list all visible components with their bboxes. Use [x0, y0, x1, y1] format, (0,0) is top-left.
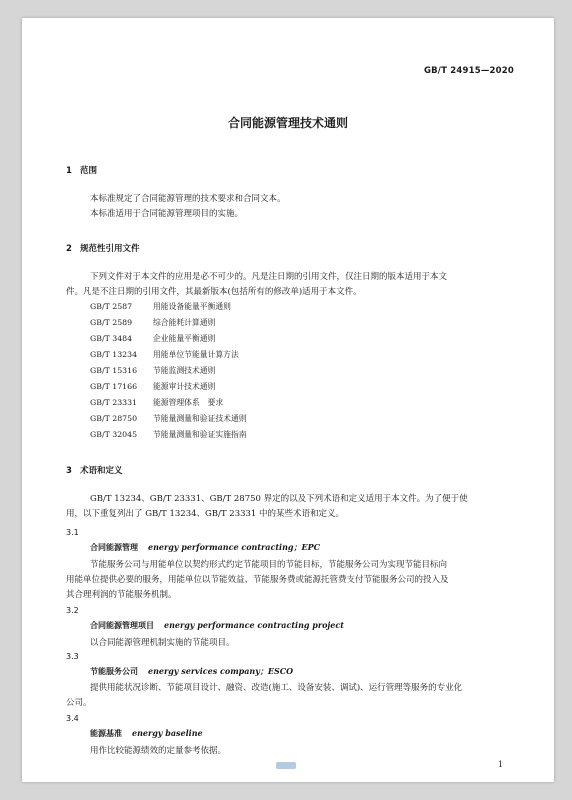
term-definition-line: 用能单位提供必要的服务，用能单位以节能效益、节能服务费或能源托管费支付节能服务公司的投入及: [66, 575, 449, 585]
scan-mark: [276, 762, 296, 769]
standard-code: GB/T 24915—2020: [423, 66, 514, 76]
section-3-line-2: 用，以下重复列出了 GB/T 13234、GB/T 23331 中的某些术语和定义。: [66, 509, 345, 519]
section-1-line-2: 本标准适用于合同能源管理项目的实施。: [90, 209, 244, 219]
term-heading: [90, 542, 320, 553]
ref-item: [90, 365, 215, 376]
section-2-title: 规范性引用文件: [80, 244, 140, 254]
section-3-line-1: GB/T 13234、GB/T 23331、GB/T 28750 界定的以及下列术语和定义适用于本文件。为了便于使: [90, 494, 468, 504]
term-en: energy baseline: [132, 728, 203, 738]
term-en: energy performance contracting project: [164, 620, 344, 630]
ref-code: GB/T 13234: [90, 350, 138, 359]
term-heading: [90, 620, 344, 631]
document-title: 合同能源管理技术通则: [227, 116, 348, 130]
term-heading: [90, 666, 293, 677]
ref-code: GB/T 32045: [90, 430, 138, 439]
clause-number: 3.2: [66, 606, 79, 615]
section-3-title: 术语和定义: [80, 466, 123, 476]
term-definition-line: 其合理利润的节能服务机制。: [66, 590, 177, 600]
ref-code: GB/T 28750: [90, 414, 138, 423]
ref-code: GB/T 17166: [90, 382, 138, 391]
section-3-heading: [66, 464, 123, 476]
ref-code: GB/T 2589: [90, 318, 133, 327]
section-1-number: 1: [66, 166, 72, 176]
term-en: energy services company；ESCO: [148, 666, 294, 676]
term-definition-line: 公司。: [66, 698, 92, 708]
page-number: 1: [498, 760, 504, 769]
section-2-heading: [66, 242, 140, 254]
ref-code: GB/T 2587: [90, 302, 133, 311]
ref-code: GB/T 23331: [90, 398, 138, 407]
section-2-line-1: 下列文件对于本文件的应用是必不可少的。凡是注日期的引用文件，仅注日期的版本适用于本文: [90, 272, 448, 282]
ref-code: GB/T 3484: [90, 334, 133, 343]
term-definition-line: 以合同能源管理机制实施的节能项目。: [90, 638, 235, 648]
ref-name: 用能设备能量平衡通则: [153, 302, 231, 311]
clause-number: 3.4: [66, 714, 79, 723]
section-3-number: 3: [66, 466, 72, 476]
term-zh: 合同能源管理: [90, 543, 138, 552]
ref-item: [90, 381, 215, 392]
term-definition-line: 提供用能状况诊断、节能项目设计、融资、改造(施工、设备安装、调试)、运行管理等服务的专业化: [90, 683, 463, 693]
ref-item: [90, 333, 215, 344]
section-2-number: 2: [66, 244, 72, 254]
term-zh: 能源基准: [90, 729, 122, 738]
ref-item: [90, 349, 239, 360]
ref-name: 节能量测量和验证实施指南: [153, 430, 247, 439]
ref-name: 企业能量平衡通则: [153, 334, 216, 343]
term-heading: [90, 728, 203, 739]
ref-code: GB/T 15316: [90, 366, 138, 375]
ref-item: [90, 301, 231, 312]
ref-item: [90, 317, 215, 328]
term-definition-line: 节能服务公司与用能单位以契约形式约定节能项目的节能目标，节能服务公司为实现节能目标向: [90, 560, 448, 570]
term-en: energy performance contracting；EPC: [148, 542, 320, 552]
ref-item: [90, 429, 247, 440]
ref-item: [90, 413, 247, 424]
ref-name: 用能单位节能量计算方法: [153, 350, 239, 359]
ref-name: 综合能耗计算通则: [153, 318, 216, 327]
section-2-line-2: 件。凡是不注日期的引用文件，其最新版本(包括所有的修改单)适用于本文件。: [66, 287, 362, 297]
clause-number: 3.1: [66, 528, 79, 537]
section-1-heading: [66, 164, 97, 176]
ref-name: 节能监测技术通则: [153, 366, 216, 375]
clause-number: 3.3: [66, 652, 79, 661]
ref-name: 节能量测量和验证技术通则: [153, 414, 247, 423]
section-1-title: 范围: [80, 166, 98, 176]
term-zh: 节能服务公司: [90, 667, 138, 676]
section-1-line-1: 本标准规定了合同能源管理的技术要求和合同文本。: [90, 194, 286, 204]
document-page: [22, 18, 554, 782]
term-definition-line: 用作比较能源绩效的定量参考依据。: [90, 746, 227, 756]
ref-name: 能源审计技术通则: [153, 382, 216, 391]
ref-item: [90, 397, 223, 408]
ref-name: 能源管理体系 要求: [153, 398, 224, 407]
term-zh: 合同能源管理项目: [90, 621, 154, 630]
